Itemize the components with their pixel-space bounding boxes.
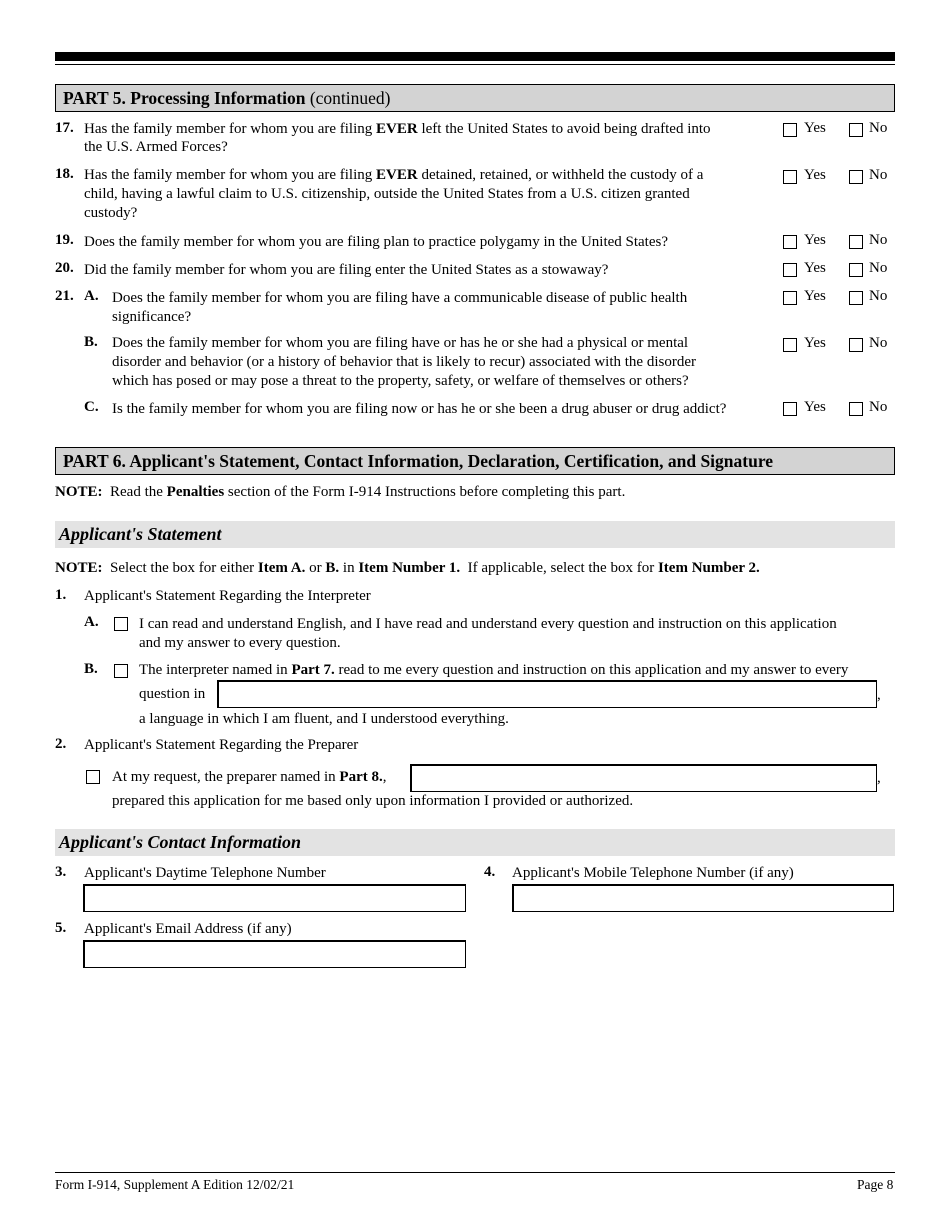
part6-title: PART 6. Applicant's Statement, Contact Information, Declaration, Certification, and Signature [63,451,774,471]
q21a-line1: Does the family member for whom you are filing have a communicable disease of public health [112,290,688,306]
item1b-line3: a language in which I am fluent, and I understood everything. [139,711,509,727]
q18-line1: Has the family member for whom you are filing EVER detained, retained, or withheld the custody of a [84,167,704,183]
q21a-no-checkbox[interactable] [849,291,863,305]
item1a-line2: and my answer to every question. [139,635,341,651]
part5-title: PART 5. Processing Information [63,88,306,108]
part5-header [55,84,895,112]
q21b-line3: which has posed or may pose a threat to the property, safety, or welfare of themselves or others? [112,373,689,389]
item3-number: 3. [55,864,67,880]
q19-yes-checkbox[interactable] [783,235,797,249]
q21b-line1: Does the family member for whom you are filing have or has he or she had a physical or mental [112,335,689,351]
q21b-no-checkbox[interactable] [849,338,863,352]
item5-label: Applicant's Email Address (if any) [84,921,292,937]
item4-label: Applicant's Mobile Telephone Number (if any) [512,865,794,881]
statement-note: NOTE: Select the box for either Item A. or B. in Item Number 1. If applicable, select the box for Item Number 2. [55,560,760,576]
daytime-phone-input[interactable] [83,884,466,912]
item1a-line1: I can read and understand English, and I have read and understand every question and instruction on this application [139,616,837,632]
q17-no-label: No [869,120,888,136]
q18-line2: child, having a lawful claim to U.S. citizenship, outside the United States from a U.S. citizen granted [84,186,690,202]
item1b-comma: , [877,687,881,703]
item2-checkbox[interactable] [86,770,100,784]
item3-label: Applicant's Daytime Telephone Number [84,865,326,881]
q21c-yes-checkbox[interactable] [783,402,797,416]
q21a-no-label: No [869,288,888,304]
q17-line2: the U.S. Armed Forces? [84,139,228,155]
item2-text: Applicant's Statement Regarding the Preparer [84,737,359,753]
q18-yes-label: Yes [804,167,826,183]
applicant-statement-heading: Applicant's Statement [55,521,895,548]
q20-text: Did the family member for whom you are filing enter the United States as a stowaway? [84,262,609,278]
part6-note: NOTE: Read the Penalties section of the Form I-914 Instructions before completing this part. [55,484,626,500]
item2-number: 2. [55,736,67,752]
q17-line1: Has the family member for whom you are filing EVER left the United States to avoid being drafted into [84,121,711,137]
item2-line1: At my request, the preparer named in Part 8., [112,769,387,785]
q19-text: Does the family member for whom you are filing plan to practice polygamy in the United States? [84,234,669,250]
q21-number: 21. [55,288,74,304]
email-input[interactable] [83,940,466,968]
item2-line2: prepared this application for me based only upon information I provided or authorized. [112,793,634,809]
q21b-no-label: No [869,335,888,351]
q21c-no-label: No [869,399,888,415]
q21a-line2: significance? [112,309,192,325]
q21b-line2: disorder and behavior (or a history of behavior that is likely to recur) associated with the disorder [112,354,696,370]
q19-no-checkbox[interactable] [849,235,863,249]
q21a-yes-checkbox[interactable] [783,291,797,305]
q20-yes-label: Yes [804,260,826,276]
q18-number: 18. [55,166,74,182]
part5-title-suffix: (continued) [309,88,391,108]
q17-yes-checkbox[interactable] [783,123,797,137]
q20-no-label: No [869,260,888,276]
q21a-label: A. [84,288,99,304]
mobile-phone-input[interactable] [512,884,894,912]
item1-text: Applicant's Statement Regarding the Interpreter [84,588,371,604]
preparer-name-input[interactable] [410,764,877,792]
part6-header [55,447,895,475]
item1a-label: A. [84,614,99,630]
q21a-yes-label: Yes [804,288,826,304]
q19-yes-label: Yes [804,232,826,248]
item4-number: 4. [484,864,496,880]
q20-yes-checkbox[interactable] [783,263,797,277]
item1-number: 1. [55,587,67,603]
q19-number: 19. [55,232,74,248]
item1b-label: B. [84,661,98,677]
q19-no-label: No [869,232,888,248]
item1b-line2: question in [139,686,206,702]
item5-number: 5. [55,920,67,936]
applicant-contact-heading: Applicant's Contact Information [55,829,895,856]
q21c-no-checkbox[interactable] [849,402,863,416]
footer-rule [55,1172,895,1173]
q21c-text: Is the family member for whom you are filing now or has he or she been a drug abuser or drug addict? [112,401,727,417]
item1b-checkbox[interactable] [114,664,128,678]
q20-number: 20. [55,260,74,276]
q21c-yes-label: Yes [804,399,826,415]
q17-yes-label: Yes [804,120,826,136]
item2-comma: , [877,770,881,786]
q18-no-checkbox[interactable] [849,170,863,184]
q17-number: 17. [55,120,74,136]
interpreter-language-input[interactable] [217,680,877,708]
q18-line3: custody? [84,205,138,221]
q20-no-checkbox[interactable] [849,263,863,277]
page-number: Page 8 [857,1177,894,1192]
q21b-label: B. [84,334,98,350]
q17-no-checkbox[interactable] [849,123,863,137]
q21b-yes-label: Yes [804,335,826,351]
item1b-line1: The interpreter named in Part 7. read to me every question and instruction on this application and my answer to every [139,662,849,678]
q18-yes-checkbox[interactable] [783,170,797,184]
q18-no-label: No [869,167,888,183]
header-rule-thick [55,52,895,61]
q21b-yes-checkbox[interactable] [783,338,797,352]
item1a-checkbox[interactable] [114,617,128,631]
q21c-label: C. [84,399,99,415]
header-rule-thin [55,64,895,65]
form-edition: Form I-914, Supplement A Edition 12/02/21 [55,1177,295,1192]
